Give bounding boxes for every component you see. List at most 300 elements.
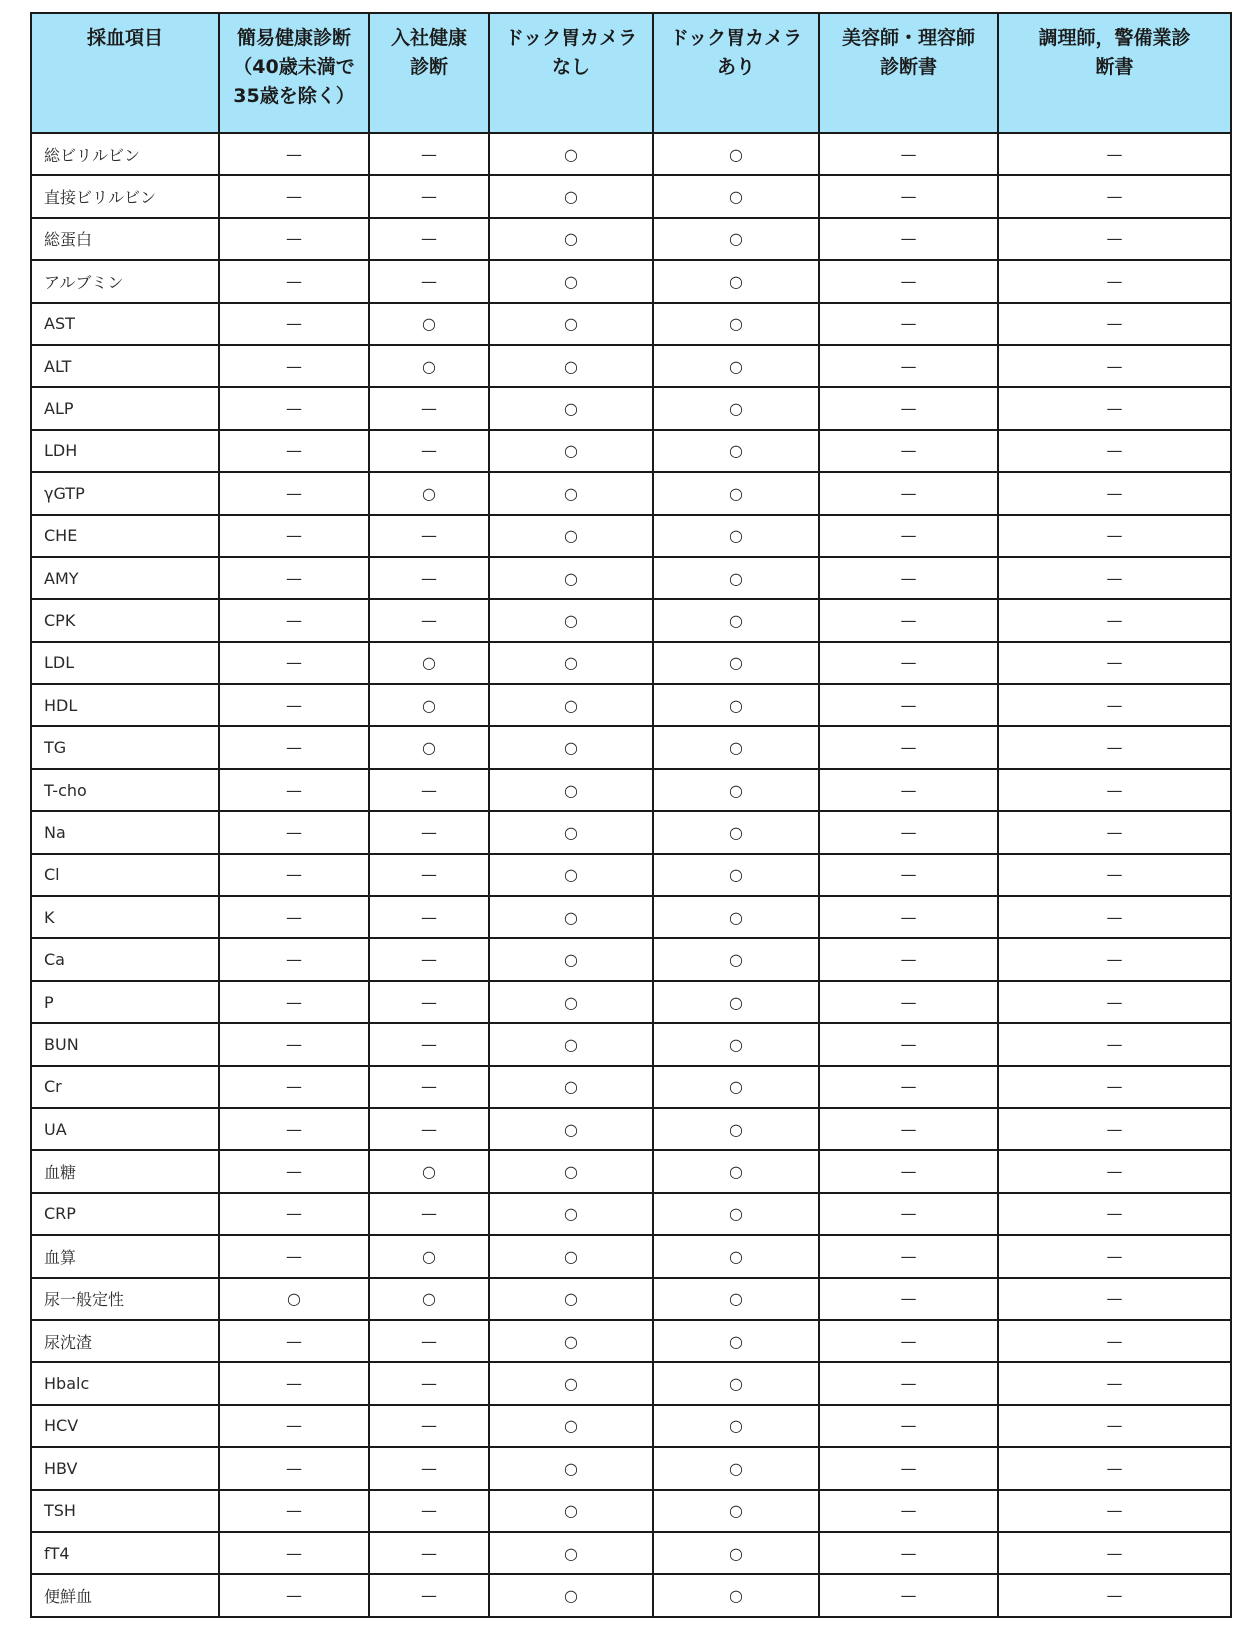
test-item-name: HCV: [31, 1405, 219, 1447]
availability-mark: —: [998, 938, 1231, 980]
availability-mark: —: [998, 345, 1231, 387]
availability-mark: —: [219, 896, 369, 938]
availability-mark: —: [998, 896, 1231, 938]
availability-mark: —: [998, 642, 1231, 684]
header-blood-test-item: [31, 13, 219, 133]
table-row: [31, 1278, 1231, 1320]
test-item-name: LDL: [31, 642, 219, 684]
test-item-name: Cl: [31, 854, 219, 896]
availability-mark: ○: [653, 1320, 819, 1362]
availability-mark: ○: [489, 557, 653, 599]
test-item-name: 総ビリルビン: [31, 133, 219, 175]
availability-mark: ○: [653, 430, 819, 472]
table-row: [31, 1490, 1231, 1532]
table-row: [31, 472, 1231, 514]
availability-mark: —: [369, 1023, 489, 1065]
availability-mark: —: [369, 430, 489, 472]
table-row: [31, 260, 1231, 302]
header-line: 調理師，警備業診: [1038, 27, 1191, 49]
availability-mark: ○: [489, 430, 653, 472]
availability-mark: —: [998, 218, 1231, 260]
availability-mark: —: [819, 599, 998, 641]
availability-mark: —: [369, 854, 489, 896]
availability-mark: ○: [653, 981, 819, 1023]
availability-mark: —: [819, 1362, 998, 1404]
availability-mark: —: [819, 303, 998, 345]
availability-mark: —: [369, 981, 489, 1023]
availability-mark: ○: [219, 1278, 369, 1320]
test-item-name: TG: [31, 726, 219, 768]
table-row: [31, 854, 1231, 896]
availability-mark: ○: [653, 557, 819, 599]
availability-mark: ○: [369, 642, 489, 684]
availability-mark: ○: [489, 133, 653, 175]
availability-mark: —: [819, 1235, 998, 1277]
table-row: [31, 1066, 1231, 1108]
availability-mark: ○: [489, 1447, 653, 1489]
availability-mark: ○: [489, 981, 653, 1023]
availability-mark: —: [819, 345, 998, 387]
availability-mark: ○: [489, 1066, 653, 1108]
table-row: [31, 1405, 1231, 1447]
availability-mark: —: [819, 133, 998, 175]
test-item-name: 尿一般定性: [31, 1278, 219, 1320]
availability-mark: —: [219, 260, 369, 302]
table-row: [31, 1574, 1231, 1616]
availability-mark: —: [819, 1574, 998, 1616]
availability-mark: —: [369, 175, 489, 217]
table-row: [31, 896, 1231, 938]
availability-mark: ○: [653, 811, 819, 853]
availability-mark: ○: [653, 599, 819, 641]
availability-mark: —: [998, 472, 1231, 514]
availability-mark: ○: [653, 1108, 819, 1150]
table-row: [31, 387, 1231, 429]
header-beautician-certificate: [819, 13, 998, 133]
table-row: [31, 938, 1231, 980]
availability-mark: —: [998, 1405, 1231, 1447]
availability-mark: —: [369, 769, 489, 811]
availability-mark: —: [369, 599, 489, 641]
availability-mark: ○: [369, 1150, 489, 1192]
availability-mark: ○: [653, 1066, 819, 1108]
availability-mark: —: [998, 1320, 1231, 1362]
table-row: [31, 769, 1231, 811]
test-item-name: Ca: [31, 938, 219, 980]
availability-mark: —: [369, 1193, 489, 1235]
availability-mark: ○: [653, 387, 819, 429]
availability-mark: —: [219, 430, 369, 472]
availability-mark: —: [998, 769, 1231, 811]
table-header: [31, 13, 1231, 133]
availability-mark: ○: [653, 1362, 819, 1404]
table-row: [31, 981, 1231, 1023]
availability-mark: —: [219, 769, 369, 811]
availability-mark: —: [819, 981, 998, 1023]
availability-mark: ○: [489, 1320, 653, 1362]
availability-mark: —: [219, 387, 369, 429]
availability-mark: —: [369, 1362, 489, 1404]
table-row: [31, 1320, 1231, 1362]
availability-mark: —: [369, 811, 489, 853]
header-line: 美容師・理容師: [841, 27, 975, 49]
availability-mark: ○: [489, 1405, 653, 1447]
table-row: [31, 557, 1231, 599]
table-row: [31, 1023, 1231, 1065]
availability-mark: —: [219, 557, 369, 599]
header-employment-checkup: [369, 13, 489, 133]
availability-mark: —: [819, 175, 998, 217]
availability-mark: ○: [489, 854, 653, 896]
table-row: [31, 515, 1231, 557]
header-line: 診断書: [879, 56, 937, 78]
availability-mark: —: [819, 896, 998, 938]
availability-mark: —: [819, 1023, 998, 1065]
test-item-name: Hbalc: [31, 1362, 219, 1404]
availability-mark: ○: [489, 1490, 653, 1532]
availability-mark: —: [219, 472, 369, 514]
availability-mark: —: [219, 1193, 369, 1235]
availability-mark: —: [219, 938, 369, 980]
availability-mark: ○: [489, 1278, 653, 1320]
availability-mark: —: [369, 387, 489, 429]
availability-mark: ○: [653, 684, 819, 726]
availability-mark: ○: [369, 1278, 489, 1320]
availability-mark: —: [819, 260, 998, 302]
test-item-name: HDL: [31, 684, 219, 726]
table-row: [31, 642, 1231, 684]
availability-mark: —: [219, 218, 369, 260]
availability-mark: —: [819, 557, 998, 599]
availability-mark: ○: [489, 303, 653, 345]
availability-mark: —: [819, 1278, 998, 1320]
availability-mark: —: [819, 1532, 998, 1574]
availability-mark: ○: [653, 133, 819, 175]
availability-mark: ○: [653, 260, 819, 302]
availability-mark: ○: [653, 1235, 819, 1277]
availability-mark: —: [819, 684, 998, 726]
availability-mark: —: [219, 175, 369, 217]
availability-mark: ○: [489, 684, 653, 726]
availability-mark: ○: [489, 515, 653, 557]
availability-mark: ○: [489, 345, 653, 387]
availability-mark: —: [369, 896, 489, 938]
availability-mark: —: [819, 1447, 998, 1489]
availability-mark: —: [819, 1150, 998, 1192]
header-line: 診断: [409, 56, 448, 78]
test-item-name: BUN: [31, 1023, 219, 1065]
table-row: [31, 1150, 1231, 1192]
availability-mark: —: [819, 515, 998, 557]
availability-mark: —: [998, 260, 1231, 302]
availability-mark: ○: [369, 472, 489, 514]
availability-mark: —: [369, 515, 489, 557]
availability-mark: ○: [653, 1447, 819, 1489]
availability-mark: —: [998, 1150, 1231, 1192]
header-line: なし: [551, 56, 590, 78]
test-item-name: CHE: [31, 515, 219, 557]
table-row: [31, 1532, 1231, 1574]
header-line: （40歳未満で: [233, 56, 355, 78]
table-row: [31, 175, 1231, 217]
availability-mark: —: [219, 1532, 369, 1574]
availability-mark: ○: [489, 896, 653, 938]
header-line: 簡易健康診断: [236, 27, 351, 49]
header-line: 断書: [1095, 56, 1134, 78]
availability-mark: ○: [653, 1278, 819, 1320]
availability-mark: —: [219, 1362, 369, 1404]
availability-mark: —: [998, 1193, 1231, 1235]
availability-mark: —: [998, 1235, 1231, 1277]
availability-mark: ○: [489, 938, 653, 980]
availability-mark: ○: [653, 938, 819, 980]
availability-mark: ○: [489, 472, 653, 514]
availability-mark: —: [998, 1447, 1231, 1489]
table-row: [31, 133, 1231, 175]
availability-mark: —: [369, 1320, 489, 1362]
availability-mark: —: [219, 1066, 369, 1108]
test-item-name: アルブミン: [31, 260, 219, 302]
header-line: 採血項目: [86, 27, 163, 49]
availability-mark: ○: [489, 218, 653, 260]
test-item-name: HBV: [31, 1447, 219, 1489]
availability-mark: ○: [369, 684, 489, 726]
availability-mark: —: [998, 726, 1231, 768]
header-line: あり: [716, 56, 755, 78]
availability-mark: ○: [369, 345, 489, 387]
availability-mark: ○: [653, 1193, 819, 1235]
availability-mark: —: [369, 938, 489, 980]
availability-mark: —: [219, 1320, 369, 1362]
availability-mark: —: [219, 1023, 369, 1065]
availability-mark: —: [998, 175, 1231, 217]
availability-mark: —: [369, 218, 489, 260]
table-row: [31, 218, 1231, 260]
availability-mark: —: [219, 1490, 369, 1532]
availability-mark: —: [819, 218, 998, 260]
availability-mark: ○: [653, 769, 819, 811]
availability-mark: ○: [369, 303, 489, 345]
availability-mark: —: [998, 1108, 1231, 1150]
availability-mark: —: [219, 133, 369, 175]
test-item-name: T-cho: [31, 769, 219, 811]
table-row: [31, 1447, 1231, 1489]
availability-mark: —: [219, 1150, 369, 1192]
test-item-name: K: [31, 896, 219, 938]
availability-mark: ○: [653, 515, 819, 557]
availability-mark: ○: [653, 896, 819, 938]
availability-mark: ○: [489, 769, 653, 811]
availability-mark: —: [369, 1108, 489, 1150]
table-row: [31, 684, 1231, 726]
header-cook-guard-certificate: [998, 13, 1231, 133]
availability-mark: ○: [489, 811, 653, 853]
availability-mark: —: [819, 938, 998, 980]
header-line: ドック胃カメラ: [669, 27, 803, 49]
availability-mark: ○: [653, 1405, 819, 1447]
table-row: [31, 811, 1231, 853]
table-row: [31, 430, 1231, 472]
header-row: [31, 13, 1231, 133]
availability-mark: —: [819, 1320, 998, 1362]
availability-mark: ○: [489, 1108, 653, 1150]
availability-mark: —: [998, 1574, 1231, 1616]
table-row: [31, 726, 1231, 768]
availability-mark: ○: [369, 1235, 489, 1277]
test-item-name: AST: [31, 303, 219, 345]
availability-mark: —: [998, 1278, 1231, 1320]
test-item-name: 血糖: [31, 1150, 219, 1192]
availability-mark: ○: [653, 472, 819, 514]
availability-mark: —: [998, 1490, 1231, 1532]
availability-mark: —: [369, 1405, 489, 1447]
availability-mark: ○: [489, 1023, 653, 1065]
availability-mark: —: [219, 684, 369, 726]
table-row: [31, 1193, 1231, 1235]
header-simple-checkup: [219, 13, 369, 133]
test-item-name: AMY: [31, 557, 219, 599]
availability-mark: —: [369, 1066, 489, 1108]
availability-mark: —: [998, 1066, 1231, 1108]
test-item-name: ALP: [31, 387, 219, 429]
availability-mark: —: [219, 854, 369, 896]
availability-mark: —: [819, 854, 998, 896]
availability-mark: ○: [489, 175, 653, 217]
availability-mark: —: [819, 430, 998, 472]
availability-mark: ○: [653, 1490, 819, 1532]
blood-test-table: [30, 12, 1232, 1618]
availability-mark: —: [998, 684, 1231, 726]
availability-mark: —: [998, 1023, 1231, 1065]
test-item-name: 直接ビリルビン: [31, 175, 219, 217]
availability-mark: —: [219, 1235, 369, 1277]
availability-mark: —: [819, 1405, 998, 1447]
availability-mark: —: [219, 642, 369, 684]
availability-mark: —: [219, 811, 369, 853]
table-row: [31, 345, 1231, 387]
test-item-name: Na: [31, 811, 219, 853]
availability-mark: ○: [653, 175, 819, 217]
availability-mark: —: [998, 303, 1231, 345]
availability-mark: —: [219, 1108, 369, 1150]
test-item-name: γGTP: [31, 472, 219, 514]
availability-mark: —: [219, 599, 369, 641]
availability-mark: —: [998, 1532, 1231, 1574]
availability-mark: —: [369, 133, 489, 175]
table-body: [31, 133, 1231, 1617]
availability-mark: —: [219, 726, 369, 768]
header-dock-with-gastroscope: [653, 13, 819, 133]
test-item-name: CRP: [31, 1193, 219, 1235]
availability-mark: ○: [653, 642, 819, 684]
test-item-name: TSH: [31, 1490, 219, 1532]
header-line: 35歳を除く）: [233, 85, 355, 107]
availability-mark: —: [819, 472, 998, 514]
availability-mark: ○: [489, 599, 653, 641]
test-item-name: 総蛋白: [31, 218, 219, 260]
availability-mark: —: [998, 557, 1231, 599]
availability-mark: —: [219, 1447, 369, 1489]
test-item-name: 血算: [31, 1235, 219, 1277]
table-row: [31, 1235, 1231, 1277]
availability-mark: —: [219, 515, 369, 557]
test-item-name: 尿沈渣: [31, 1320, 219, 1362]
table-row: [31, 303, 1231, 345]
availability-mark: ○: [489, 1532, 653, 1574]
availability-mark: —: [369, 1532, 489, 1574]
availability-mark: ○: [489, 1193, 653, 1235]
availability-mark: ○: [653, 1023, 819, 1065]
availability-mark: —: [819, 1108, 998, 1150]
availability-mark: —: [219, 1405, 369, 1447]
availability-mark: —: [369, 557, 489, 599]
test-item-name: P: [31, 981, 219, 1023]
test-item-name: ALT: [31, 345, 219, 387]
test-item-name: 便鮮血: [31, 1574, 219, 1616]
availability-mark: —: [998, 133, 1231, 175]
availability-mark: —: [369, 260, 489, 302]
availability-mark: —: [819, 726, 998, 768]
availability-mark: ○: [489, 1235, 653, 1277]
availability-mark: —: [369, 1490, 489, 1532]
test-item-name: CPK: [31, 599, 219, 641]
availability-mark: ○: [489, 260, 653, 302]
availability-mark: —: [998, 981, 1231, 1023]
availability-mark: ○: [653, 854, 819, 896]
table-row: [31, 1362, 1231, 1404]
availability-mark: —: [369, 1574, 489, 1616]
test-item-name: UA: [31, 1108, 219, 1150]
availability-mark: —: [819, 811, 998, 853]
header-line: ドック胃カメラ: [504, 27, 638, 49]
availability-mark: —: [819, 1066, 998, 1108]
availability-mark: ○: [489, 642, 653, 684]
availability-mark: —: [219, 981, 369, 1023]
availability-mark: ○: [653, 1150, 819, 1192]
availability-mark: —: [219, 1574, 369, 1616]
availability-mark: —: [369, 1447, 489, 1489]
header-dock-no-gastroscope: [489, 13, 653, 133]
availability-mark: ○: [369, 726, 489, 768]
availability-mark: ○: [489, 1574, 653, 1616]
availability-mark: ○: [653, 726, 819, 768]
availability-mark: —: [998, 387, 1231, 429]
availability-mark: —: [998, 599, 1231, 641]
availability-mark: —: [998, 1362, 1231, 1404]
availability-mark: —: [998, 430, 1231, 472]
availability-mark: ○: [653, 1574, 819, 1616]
table-row: [31, 1108, 1231, 1150]
test-item-name: LDH: [31, 430, 219, 472]
availability-mark: ○: [489, 1362, 653, 1404]
availability-mark: —: [819, 1490, 998, 1532]
test-item-name: Cr: [31, 1066, 219, 1108]
availability-mark: ○: [653, 1532, 819, 1574]
availability-mark: —: [998, 811, 1231, 853]
table-row: [31, 599, 1231, 641]
availability-mark: —: [219, 345, 369, 387]
availability-mark: —: [819, 387, 998, 429]
availability-mark: ○: [489, 726, 653, 768]
header-line: 入社健康: [390, 27, 467, 49]
availability-mark: —: [819, 1193, 998, 1235]
availability-mark: ○: [489, 387, 653, 429]
availability-mark: —: [219, 303, 369, 345]
availability-mark: —: [998, 515, 1231, 557]
availability-mark: —: [819, 642, 998, 684]
availability-mark: ○: [653, 345, 819, 387]
availability-mark: ○: [653, 218, 819, 260]
